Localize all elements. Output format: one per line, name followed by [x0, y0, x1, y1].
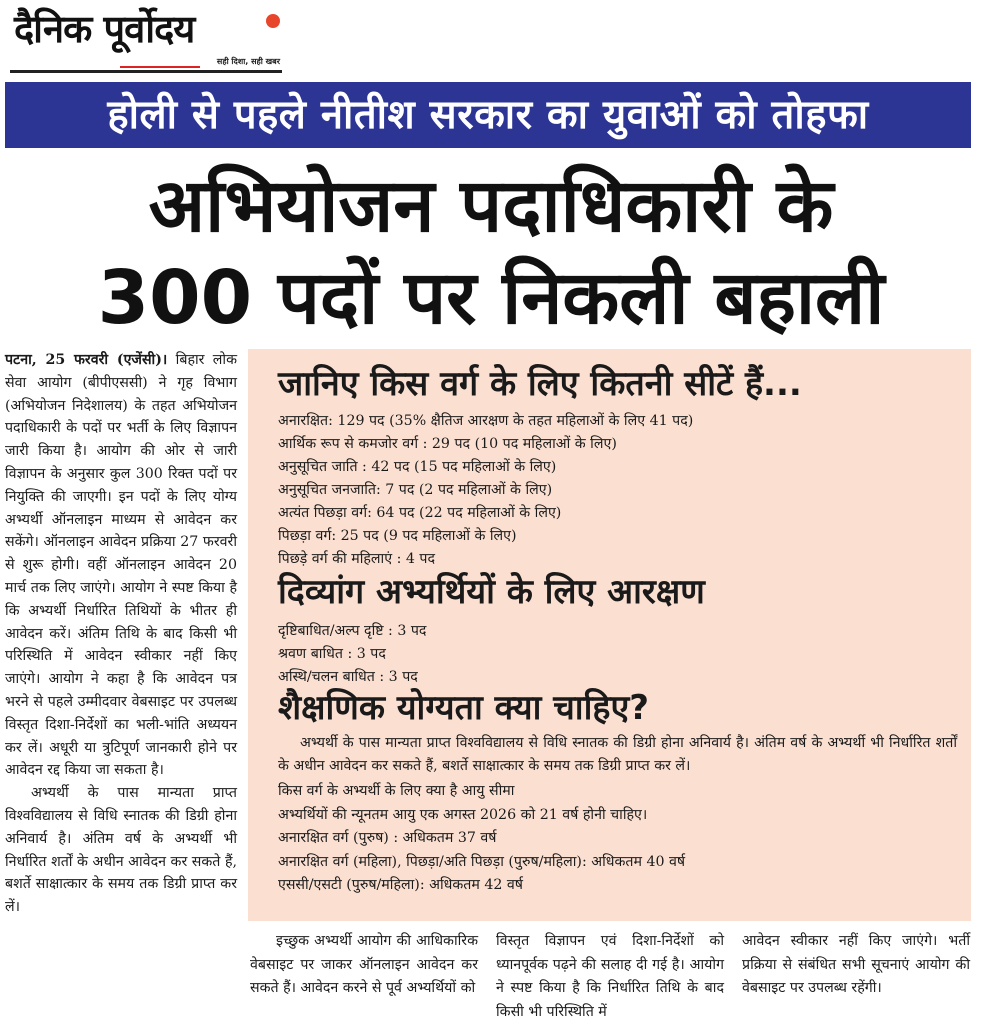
masthead-accent-line [120, 66, 200, 68]
headline-line-2: 300 पदों पर निकली बहाली [97, 255, 885, 341]
list-item: अनारक्षित: 129 पद (35% क्षैतिज आरक्षण के तहत महिलाओं के लिए 41 पद) [278, 413, 694, 430]
masthead-logo: दैनिक पूर्वोदय [14, 7, 195, 51]
seats-list [278, 410, 957, 571]
education-text: अभ्यर्थी के पास मान्यता प्राप्त विश्वविद्यालय से विधि स्नातक की डिग्री होना अनिवार्य है। अंतिम वर्ष के अभ्यर्थी भी निर्धारित शर्तों के अधीन आवेदन कर सकते हैं, बशर्ते साक्षात्कार के समय तक डिग्री प्राप्त कर लें। [278, 735, 957, 775]
masthead [10, 6, 282, 72]
list-item: आर्थिक रूप से कमजोर वर्ग : 29 पद (10 पद महिलाओं के लिए) [278, 436, 617, 453]
divyang-heading: दिव्यांग अभ्यर्थियों के लिए आरक्षण [278, 572, 705, 613]
list-item: दृष्टिबाधित/अल्प दृष्टि : 3 पद [278, 623, 427, 640]
list-item: अनुसूचित जनजाति: 7 पद (2 पद महिलाओं के लिए) [278, 482, 553, 499]
list-item: अनुसूचित जाति : 42 पद (15 पद महिलाओं के लिए) [278, 459, 557, 476]
bottom-column-3: आवेदन स्वीकार नहीं किए जाएंगे। भर्ती प्रक्रिया से संबंधित सभी सूचनाएं आयोग की वेबसाइट पर उपलब्ध रहेंगी। [742, 933, 970, 996]
logo-dot-icon [266, 14, 280, 28]
main-headline [0, 160, 982, 344]
left-column [5, 349, 237, 919]
dateline: पटना, 25 फरवरी (एजेंसी)। [5, 352, 168, 368]
left-para-2: अभ्यर्थी के पास मान्यता प्राप्त विश्वविद्यालय से विधि स्नातक की डिग्री होना अनिवार्य है। अंतिम वर्ष के अभ्यर्थी भी निर्धारित शर्तों के अधीन आवेदन कर सकते हैं, बशर्ते साक्षात्कार के समय तक डिग्री प्राप्त कर लें। [5, 785, 237, 916]
left-para-1 [5, 349, 237, 782]
seats-heading: जानिए किस वर्ग के लिए कितनी सीटें हैं... [278, 364, 802, 404]
masthead-rule [10, 70, 282, 73]
age-limit-list [278, 780, 957, 898]
list-item: श्रवण बाधित : 3 पद [278, 646, 386, 663]
divyang-list [278, 620, 957, 689]
kicker-banner: होली से पहले नीतीश सरकार का युवाओं को तोहफा [5, 82, 971, 148]
info-box [248, 349, 971, 921]
list-item: अत्यंत पिछड़ा वर्ग: 64 पद (22 पद महिलाओं के लिए) [278, 505, 562, 522]
list-item: किस वर्ग के अभ्यर्थी के लिए क्या है आयु सीमा [278, 783, 515, 800]
list-item: अस्थि/चलन बाधित : 3 पद [278, 669, 418, 686]
list-item: अभ्यर्थियों की न्यूनतम आयु एक अगस्त 2026 को 21 वर्ष होनी चाहिए। [278, 806, 648, 823]
education-heading: शैक्षणिक योग्यता क्या चाहिए? [278, 688, 649, 729]
headline-line-1: अभियोजन पदाधिकारी के [148, 163, 834, 249]
list-item: पिछड़े वर्ग की महिलाएं : 4 पद [278, 551, 436, 568]
list-item: अनारक्षित वर्ग (महिला), पिछड़ा/अति पिछड़ा (पुरुष/महिला): अधिकतम 40 वर्ष [278, 853, 686, 870]
list-item: एससी/एसटी (पुरुष/महिला): अधिकतम 42 वर्ष [278, 877, 523, 894]
left-para-1-text: बिहार लोक सेवा आयोग (बीपीएससी) ने गृह विभाग (अभियोजन निदेशालय) के तहत अभियोजन पदाधिकारी के पदों पर भर्ती के लिए विज्ञापन जारी किया है। आयोग की ओर से जारी विज्ञापन के अनुसार कुल 300 रिक्त पदों पर नियुक्ति की जाएगी। इन पदों के लिए योग्य अभ्यर्थी ऑनलाइन माध्यम से आवेदन कर सकेंगे। ऑनलाइन आवेदन प्रक्रिया 27 फरवरी से शुरू होगी। वहीं ऑनलाइन आवेदन 20 मार्च तक लिए जाएंगे। आयोग ने स्पष्ट किया है कि अभ्यर्थी निर्धारित तिथियों के भीतर ही आवेदन करें। अंतिम तिथि के बाद किसी भी परिस्थिति में आवेदन स्वीकार नहीं किए जाएंगे। आयोग ने कहा है कि आवेदन पत्र भरने से पहले उम्मीदवार वेबसाइट पर उपलब्ध विस्तृत दिशा-निर्देशों का भली-भांति अध्ययन कर लें। अधूरी या त्रुटिपूर्ण जानकारी होने पर आवेदन रद्द किया जा सकता है। [5, 352, 237, 779]
bottom-column-1: इच्छुक अभ्यर्थी आयोग की आधिकारिक वेबसाइट पर जाकर ऑनलाइन आवेदन कर सकते हैं। आवेदन करने से पूर्व अभ्यर्थियों को [250, 933, 478, 996]
masthead-tagline: सही दिशा, सही खबर [216, 57, 280, 66]
list-item: पिछड़ा वर्ग: 25 पद (9 पद महिलाओं के लिए) [278, 528, 517, 545]
bottom-column-2: विस्तृत विज्ञापन एवं दिशा-निर्देशों को ध्यानपूर्वक पढ़ने की सलाह दी गई है। आयोग ने स्पष्ट किया है कि निर्धारित तिथि के बाद किसी भी परिस्थिति में [496, 933, 724, 1020]
list-item: अनारक्षित वर्ग (पुरुष) : अधिकतम 37 वर्ष [278, 830, 497, 847]
